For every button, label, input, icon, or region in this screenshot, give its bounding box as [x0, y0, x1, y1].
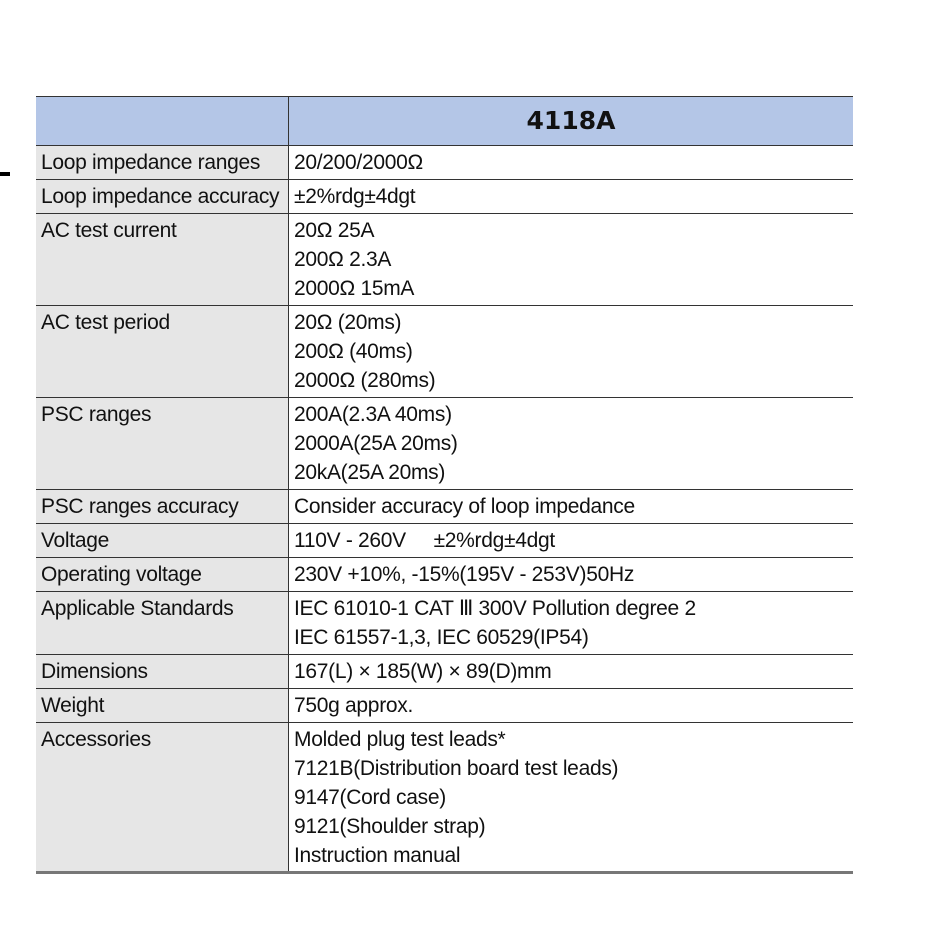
spec-value-line: 9147(Cord case) [294, 786, 446, 809]
table-row [36, 146, 853, 180]
spec-label: Loop impedance accuracy [36, 180, 289, 213]
table-row [36, 723, 853, 873]
spec-label: PSC ranges accuracy [36, 490, 289, 523]
margin-mark [0, 172, 10, 176]
spec-value-line: 110V - 260V ±2%rdg±4dgt [294, 529, 555, 552]
spec-value-line: IEC 61557-1,3, IEC 60529(IP54) [294, 626, 589, 649]
table-row [36, 180, 853, 214]
spec-value-line: 167(L) × 185(W) × 89(D)mm [294, 660, 552, 683]
spec-value-line: 2000Ω (280ms) [294, 369, 436, 392]
spec-label: Weight [36, 689, 289, 722]
spec-value [289, 689, 853, 722]
spec-value-line: 200Ω 2.3A [294, 248, 392, 271]
table-bottom-rule [36, 871, 853, 874]
spec-label: Operating voltage [36, 558, 289, 591]
header-blank-cell [36, 97, 289, 145]
spec-label: Voltage [36, 524, 289, 557]
spec-value-line: 750g approx. [294, 694, 413, 717]
spec-value-line: 200Ω (40ms) [294, 340, 413, 363]
spec-value [289, 723, 853, 872]
spec-label: AC test current [36, 214, 289, 305]
table-row [36, 592, 853, 655]
spec-value-line: 7121B(Distribution board test leads) [294, 757, 619, 780]
table-row [36, 558, 853, 592]
spec-value-line: 2000A(25A 20ms) [294, 432, 458, 455]
spec-label: Dimensions [36, 655, 289, 688]
spec-value-line: 20Ω (20ms) [294, 311, 402, 334]
spec-value [289, 558, 853, 591]
spec-value-line: 2000Ω 15mA [294, 277, 415, 300]
table-row [36, 524, 853, 558]
spec-value-line: Instruction manual [294, 844, 461, 867]
spec-value-line: 20kA(25A 20ms) [294, 461, 446, 484]
table-row [36, 689, 853, 723]
spec-table [36, 96, 853, 873]
spec-value [289, 146, 853, 179]
spec-value-line: 230V +10%, -15%(195V - 253V)50Hz [294, 563, 635, 586]
spec-value [289, 490, 853, 523]
table-row [36, 398, 853, 490]
spec-value-line: Molded plug test leads* [294, 728, 506, 751]
table-header [36, 97, 853, 146]
spec-value-line: 20Ω 25A [294, 219, 375, 242]
spec-label: Applicable Standards [36, 592, 289, 654]
table-row [36, 306, 853, 398]
spec-value [289, 398, 853, 489]
spec-value [289, 180, 853, 213]
spec-label: Accessories [36, 723, 289, 872]
spec-value-line: 20/200/2000Ω [294, 151, 423, 174]
spec-value-line: ±2%rdg±4dgt [294, 185, 416, 208]
table-row [36, 490, 853, 524]
spec-value-line: IEC 61010-1 CAT Ⅲ 300V Pollution degree 2 [294, 597, 696, 620]
model-heading: 4118A [526, 106, 616, 135]
table-row [36, 655, 853, 689]
spec-value-line: 200A(2.3A 40ms) [294, 403, 452, 426]
spec-value [289, 306, 853, 397]
spec-label: PSC ranges [36, 398, 289, 489]
spec-value [289, 214, 853, 305]
spec-value [289, 592, 853, 654]
spec-value-line: Consider accuracy of loop impedance [294, 495, 635, 518]
spec-label: AC test period [36, 306, 289, 397]
spec-value [289, 524, 853, 557]
spec-value-line: 9121(Shoulder strap) [294, 815, 486, 838]
spec-label: Loop impedance ranges [36, 146, 289, 179]
table-row [36, 214, 853, 306]
spec-value [289, 655, 853, 688]
